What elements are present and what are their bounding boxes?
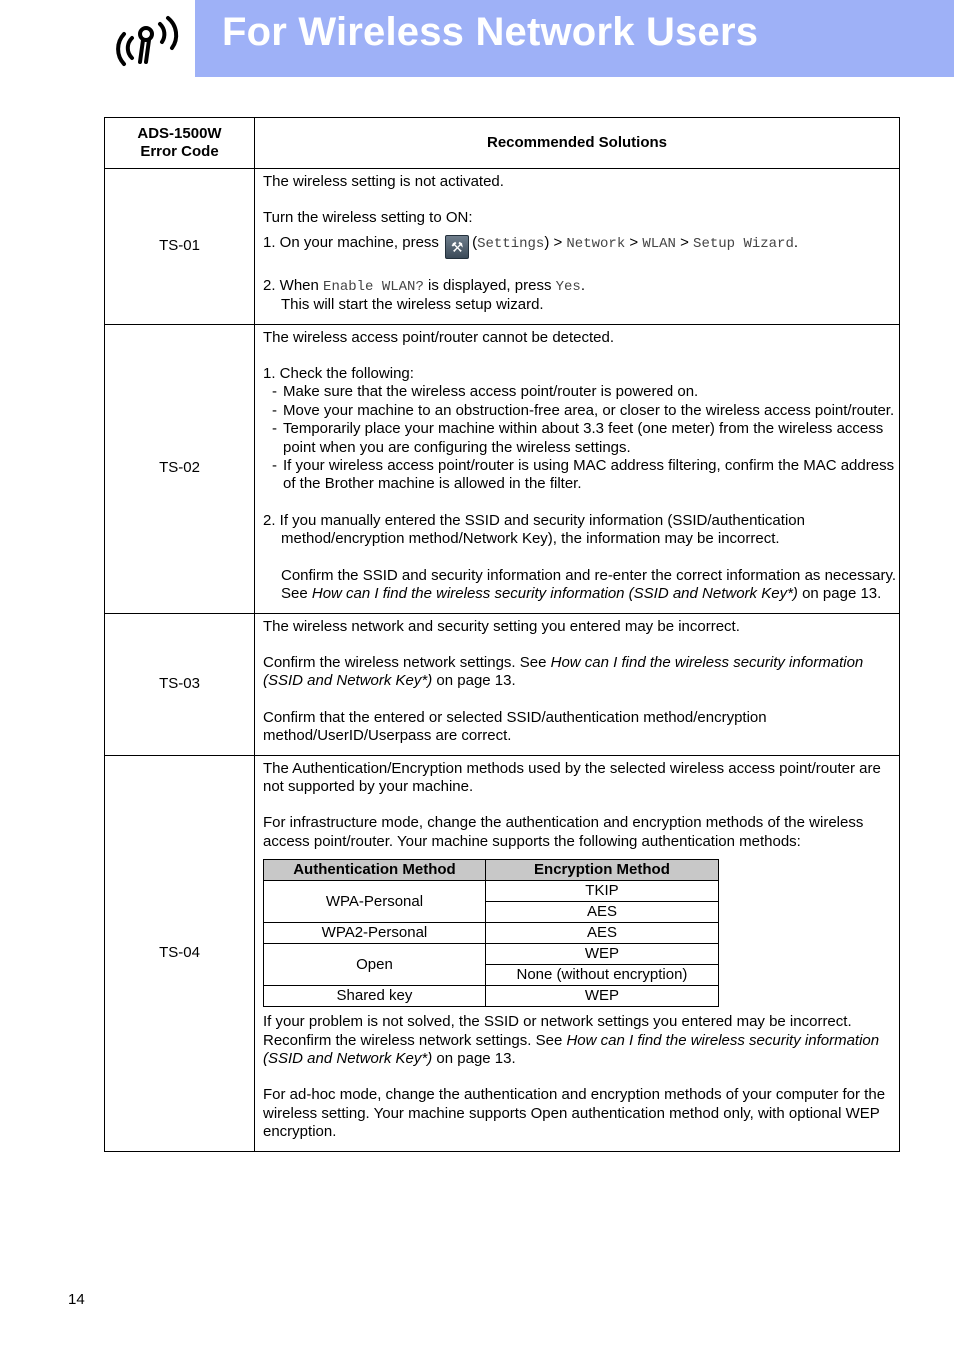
page-number: 14 xyxy=(68,1291,85,1308)
cross-reference: How can I find the wireless security information (SSID and Network Key*) xyxy=(263,1031,880,1067)
list-item: - Temporarily place your machine within about 3.3 feet (one meter) from the wireless access point when you are configuring the wireless settings. xyxy=(263,420,896,457)
table-header-row xyxy=(105,118,900,169)
cross-reference: How can I find the wireless security information (SSID and Network Key*) xyxy=(263,653,864,690)
cause-text: The wireless network and security setting you entered may be incorrect. xyxy=(263,617,740,635)
auth-methods-table: Authentication Method Encryption Method WPA-Personal TKIP AES WPA2-Personal AES Open WEP None (without encryption) Shared key WEP xyxy=(263,859,719,1007)
cause-text: The Authentication/Encryption methods used by the selected wireless access point/router are not supported by your machine. xyxy=(263,759,881,795)
troubleshooting-table xyxy=(104,117,900,1152)
table-row: TS-04 The Authentication/Encryption methods used by the selected wireless access point/router are not supported by your machine. For infrastructure mode, change the authentication and encryption methods of the wireless access point/router. Your machine supports the following authentication methods: Authentication Method Encryption Method WPA-Personal TKIP AES WPA2-Personal AES Open WEP None (without encryption) Shared key WEP If your problem is not solved, the SSID or network settings you entered may be incorrect. Reconfirm the wireless network settings. See How can I find the wireless security information (SSID and Network Key*) on page 13. For ad-hoc mode, change the authentication and encryption methods of your computer for the wireless setting. Your machine supports Open authentication method only, with optional WEP encryption. xyxy=(105,755,900,1151)
solutions-header: Recommended Solutions xyxy=(255,118,900,169)
page-title: For Wireless Network Users xyxy=(222,10,759,54)
error-code-header: ADS-1500W Error Code xyxy=(105,118,255,169)
step-text: 2. When Enable WLAN? is displayed, press Yes. xyxy=(263,276,586,295)
table-row: TS-03 The wireless network and security setting you entered may be incorrect. Confirm the wireless network settings. See How can I find the wireless security information (SSID and Network Key*) on page 13. Confirm that the entered or selected SSID/authentication method/encryption method/UserID/Userpass are correct. xyxy=(105,613,900,755)
auth-method-header: Authentication Method xyxy=(264,860,486,881)
step-text: 1. On your machine, press ⚒ (Settings) > Network > WLAN > Setup Wizard. xyxy=(263,234,896,259)
table-row: TS-01 The wireless setting is not activated. Turn the wireless setting to ON: 1. On your machine, press ⚒ (Settings) > Network > WLAN > Setup Wizard. 2. When Enable WLAN? is displayed, press Yes. This will start the wireless setup wizard. xyxy=(105,169,900,325)
error-code: TS-04 xyxy=(105,755,255,1151)
error-code: TS-02 xyxy=(105,324,255,613)
encryption-method-header: Encryption Method xyxy=(485,860,718,881)
table-row: TS-02 The wireless access point/router cannot be detected. 1. Check the following: - Make sure that the wireless access point/router is powered on. - Move your machine to an obstruction-free area, or closer to the wireless access point/router. - Temporarily place your machine within about 3.3 feet (one meter) from the wireless access point when you are configuring the wireless settings. - If your wireless access point/router is using MAC address filtering, confirm the MAC address of the Brother machine is allowed in the filter. 2. If you manually entered the SSID and security information (SSID/authentication method/encryption method/Network Key), the information may be incorrect. Confirm the SSID and security information and re-enter the correct information as necessary. See How can I find the wireless security information (SSID and Network Key*) on page 13. xyxy=(105,324,900,613)
cross-reference: How can I find the wireless security information (SSID and Network Key*) xyxy=(311,585,798,603)
cause-text: The wireless setting is not activated. xyxy=(263,173,504,190)
list-item: - If your wireless access point/router is using MAC address filtering, confirm the MAC address of the Brother machine is allowed in the filter. xyxy=(263,457,896,494)
error-code: TS-01 xyxy=(105,169,255,325)
settings-tools-icon: ⚒ xyxy=(445,235,469,259)
wireless-signal-icon xyxy=(102,12,188,68)
list-item: - Move your machine to an obstruction-free area, or closer to the wireless access point/router. xyxy=(263,402,896,420)
cause-text: The wireless access point/router cannot be detected. xyxy=(263,328,615,346)
error-code: TS-03 xyxy=(105,613,255,755)
list-item: - Make sure that the wireless access point/router is powered on. xyxy=(263,383,896,401)
